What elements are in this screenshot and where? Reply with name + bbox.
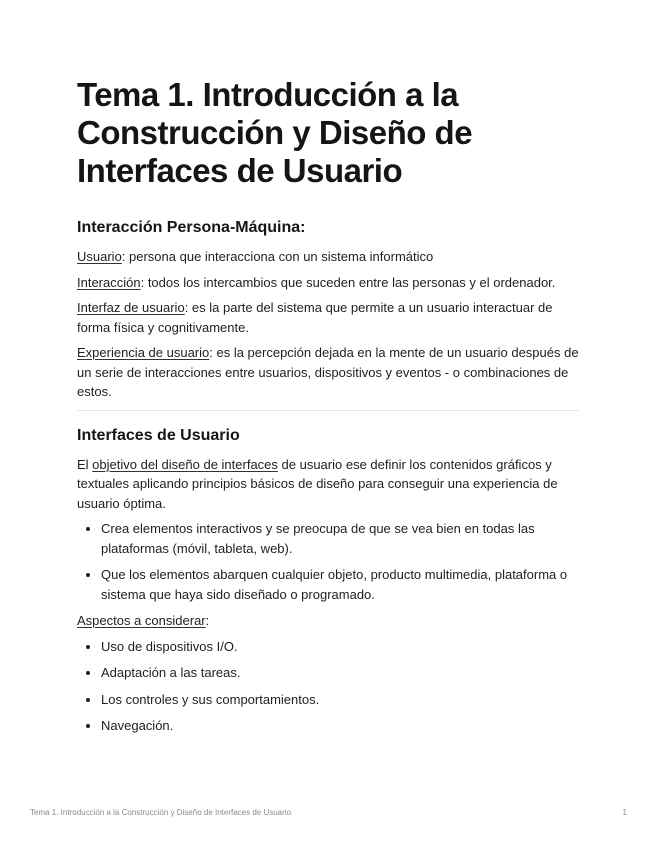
definition-usuario [77, 247, 579, 267]
document-page [77, 76, 579, 743]
list-item: • Los controles y sus comportamientos. [101, 690, 579, 710]
definition-experiencia [77, 343, 579, 402]
aspects-colon: : [205, 613, 210, 628]
page-footer [30, 808, 627, 817]
term-experiencia-de-usuario: Experiencia de usuario [77, 345, 210, 360]
ui-intro [77, 455, 579, 514]
definition-text: : persona que interacciona con un sistema informático [121, 249, 434, 264]
list-item: • Navegación. [101, 716, 579, 736]
term-usuario: Usuario [77, 249, 122, 264]
page-title: Tema 1. Introducción a la Construcción y Diseño de Interfaces de Usuario [77, 76, 473, 189]
list-item: • Uso de dispositivos I/O. [101, 637, 579, 657]
footer-title: Tema 1. Introducción a la Construcción y Diseño de Interfaces de Usuario [30, 808, 292, 817]
term-interaccion: Interacción [77, 274, 141, 290]
definition-text: : todos los intercambios que suceden entre las personas y el ordenador. [140, 274, 556, 290]
section-divider [77, 410, 579, 411]
intro-prefix: El [77, 456, 93, 472]
section-heading-hci: Interacción Persona-Máquina: [77, 219, 306, 236]
section-ui [77, 426, 579, 736]
definition-text: : es la parte del sistema que permite a un usuario interactuar de forma física y cognitivamente. [77, 300, 553, 335]
section-heading-ui: Interfaces de Usuario [77, 426, 240, 444]
definition-interaccion [77, 273, 579, 293]
section-hci [77, 218, 579, 402]
list-item: • Que los elementos abarquen cualquier objeto, producto multimedia, plataforma o sistema que haya sido diseñado o programado. [101, 565, 579, 604]
term-interfaz-de-usuario: Interfaz de usuario [77, 300, 185, 315]
aspects-label [77, 611, 579, 631]
term-aspectos: Aspectos a considerar [77, 613, 206, 628]
list-item: • Adaptación a las tareas. [101, 663, 579, 683]
definition-text: : es la percepción dejada en la mente de un usuario después de un serie de interacciones entre usuarios, dispositivos y eventos - o combinaciones de estos. [77, 345, 579, 399]
page-number: 1 [622, 808, 627, 817]
term-objetivo: objetivo del diseño de interfaces [92, 456, 278, 472]
definition-interfaz [77, 298, 579, 337]
list-item: • Crea elementos interactivos y se preocupa de que se vea bien en todas las plataformas (móvil, tableta, web). [101, 519, 579, 558]
aspects-list [77, 637, 579, 736]
intro-suffix: de usuario ese definir los contenidos gráficos y textuales aplicando principios básicos de diseño para conseguir una experiencia de usuario óptima. [77, 456, 558, 511]
ui-bullet-list [77, 519, 579, 604]
